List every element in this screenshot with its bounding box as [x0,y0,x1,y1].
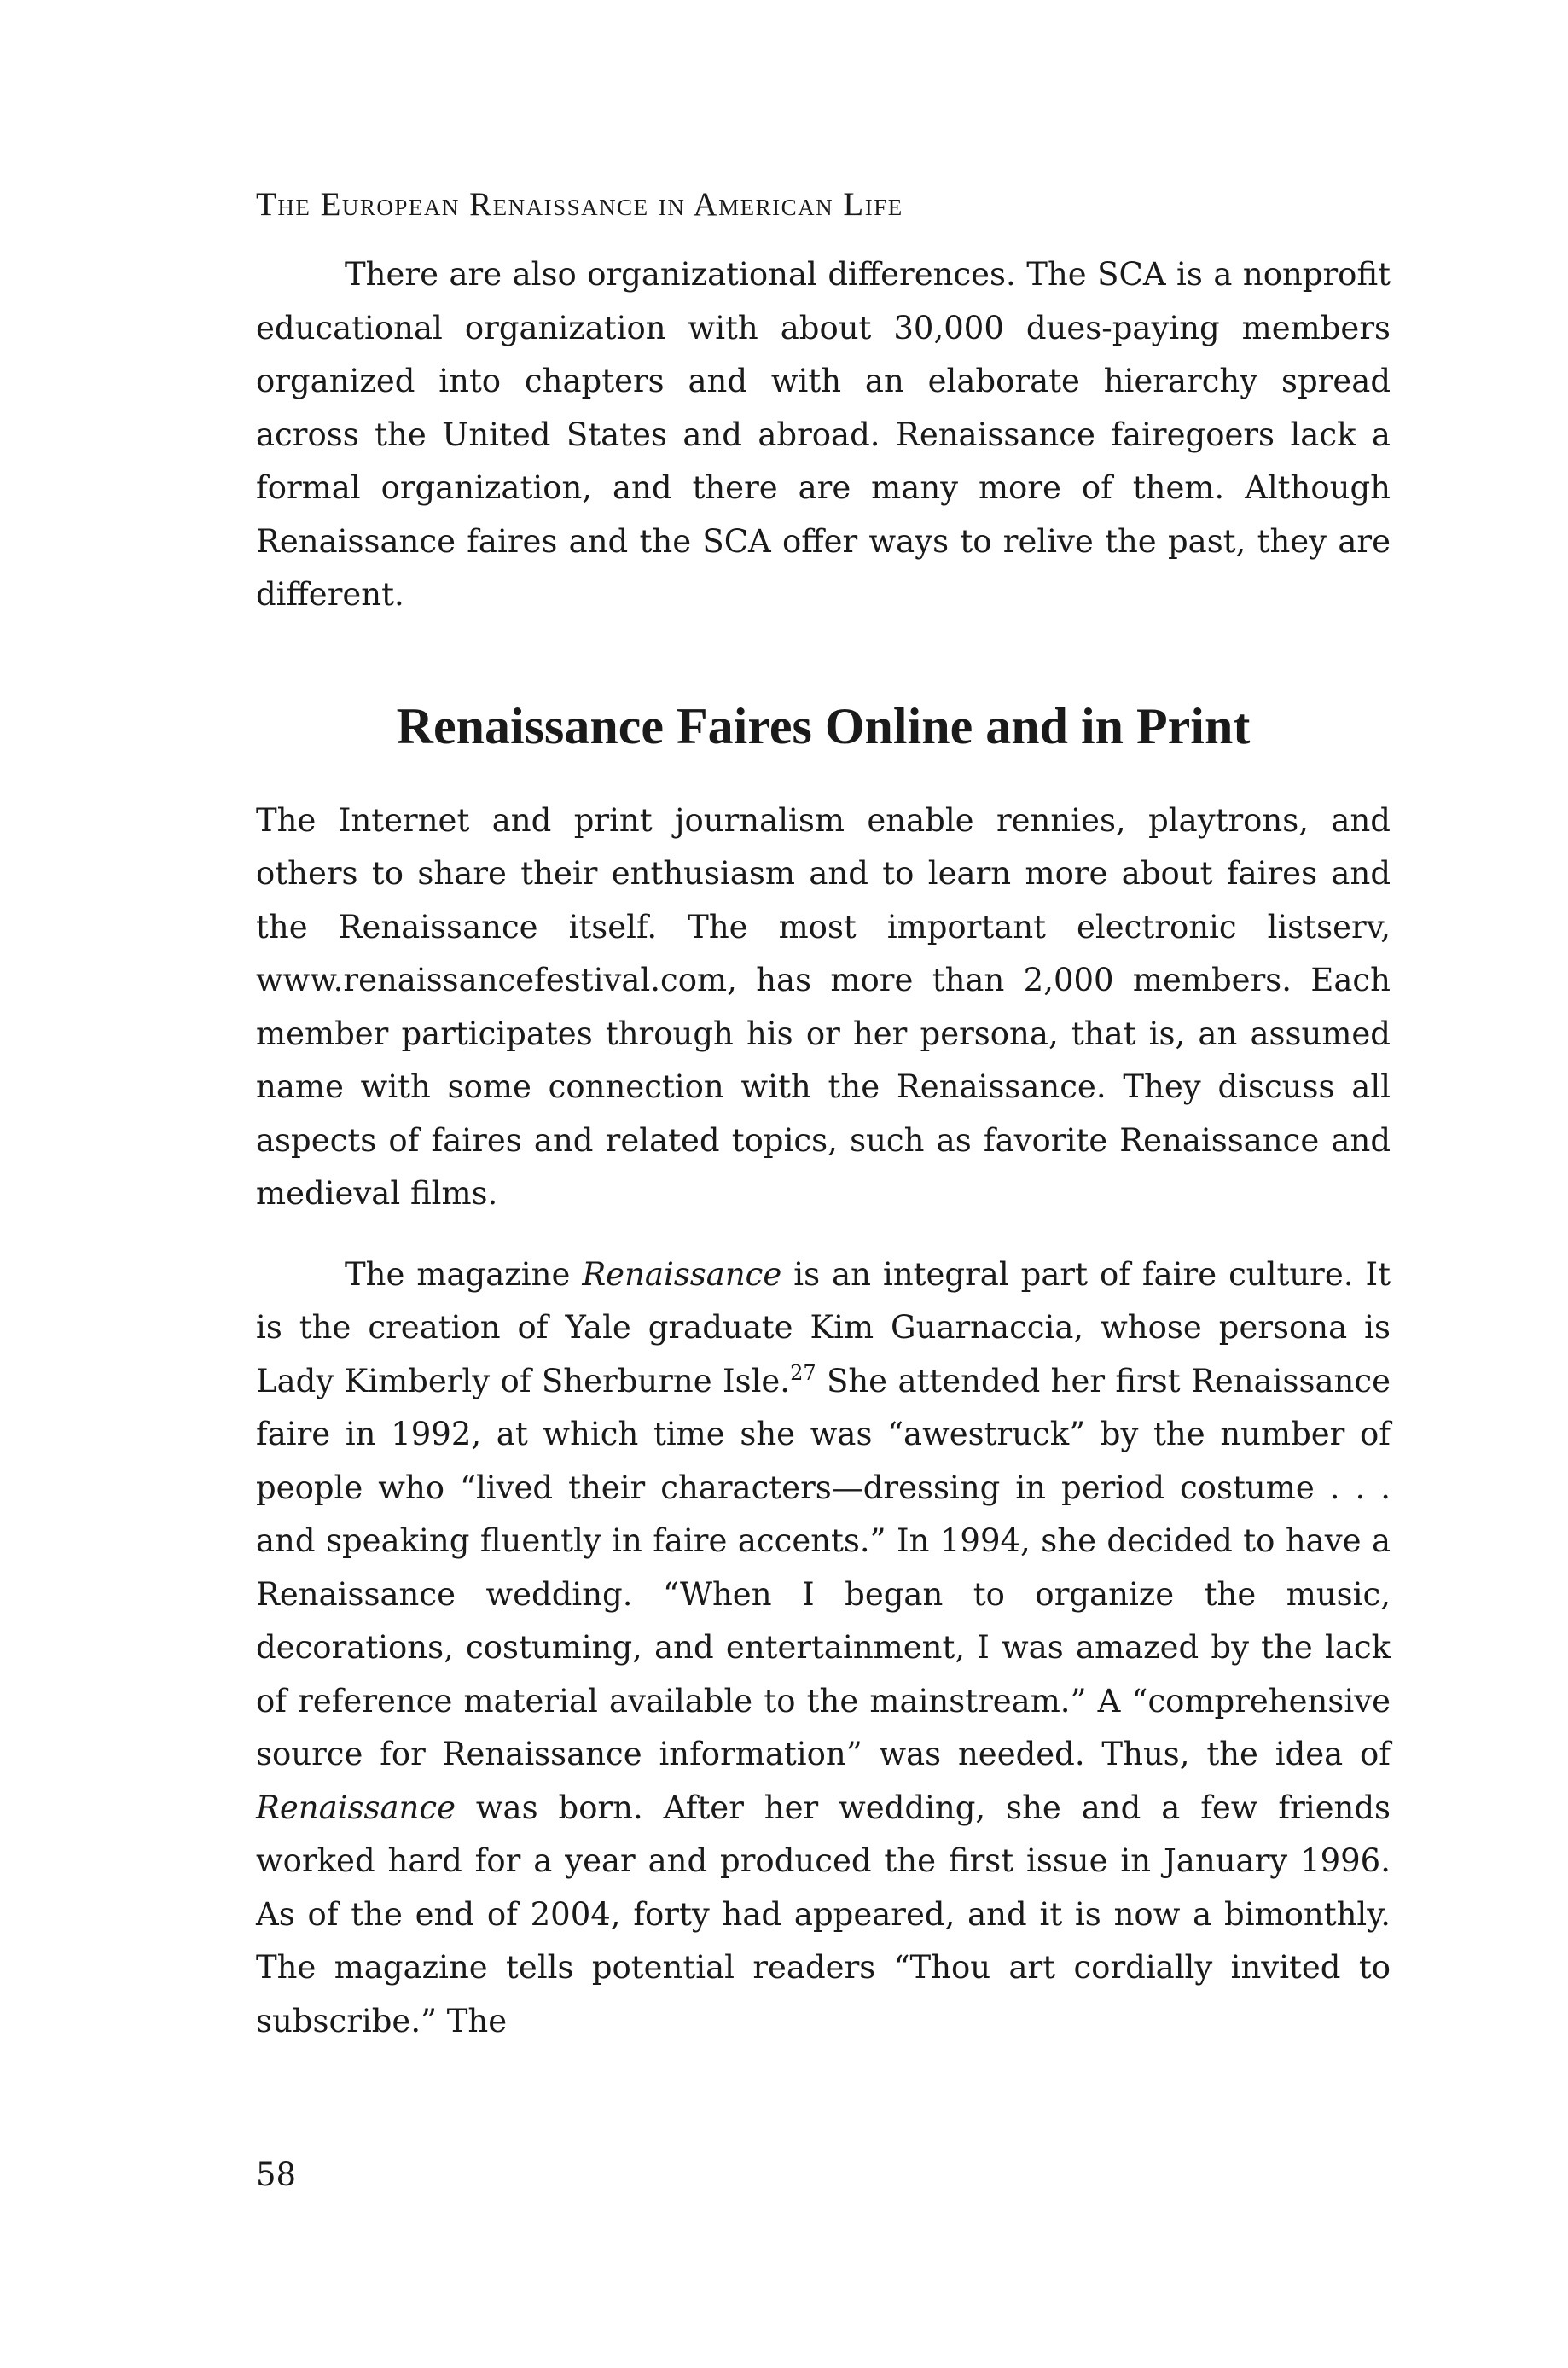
footnote-reference: 27 [790,1360,816,1385]
section-heading: Renaissance Faires Online and in Print [396,697,1251,754]
paragraph-renaissance-magazine [256,1248,1391,2049]
page-body [256,188,1391,2048]
paragraph-online-and-print: The Internet and print journalism enable rennies, playtrons, and others to share their enthusiasm and to learn more about faires and the Renaissance itself. The most important electronic listserv, www.renaissancefestival.com, has more than 2,000 members. Each member participates through his or her persona, that is, an assumed name with some connection with the Renaissance. They discuss all aspects of faires and related topics, such as favorite Renaissance and medieval films. [256,801,1391,1212]
magazine-title-italic: Renaissance [256,1789,456,1826]
running-head: The European Renaissance in American Life [256,186,903,223]
page-number: 58 [256,2156,297,2193]
text-segment: She attended her first Renaissance faire in 1992, at which time she was “awestruck” by the number of people who “lived their characters—dressing in period costume . . . and speaking fluently in faire accents.” In 1994, she decided to have a Renaissance wedding. “When I began to organize the music, decorations, costuming, and entertainment, I was amazed by the lack of reference material available to the mainstream.” A “comprehensive source for Renaissance information” was needed. Thus, the idea of [256,1362,1391,1772]
paragraph-organizational-differences: There are also organizational differences. The SCA is a nonprofit educational organization with about 30,000 dues-paying members organized into chapters and with an elaborate hierarchy spread across the United States and abroad. Renaissance fairegoers lack a formal organization, and there are many more of them. Although Renaissance faires and the SCA offer ways to relive the past, they are different. [256,256,1391,613]
text-segment: The magazine [345,1255,583,1293]
text-segment: is an integral part of faire culture. It is the creation of Yale graduate Kim Guarnaccia, whose persona is Lady Kimberly of Sherburne Isle. [256,1255,1391,1399]
text-segment: was born. After her wedding, she and a few friends worked hard for a year and produced the first issue in January 1996. As of the end of 2004, forty had appeared, and it is now a bimonthly. The magazine tells potential readers “Thou art cordially invited to subscribe.” The [256,1789,1391,2039]
magazine-title-italic: Renaissance [582,1255,782,1293]
